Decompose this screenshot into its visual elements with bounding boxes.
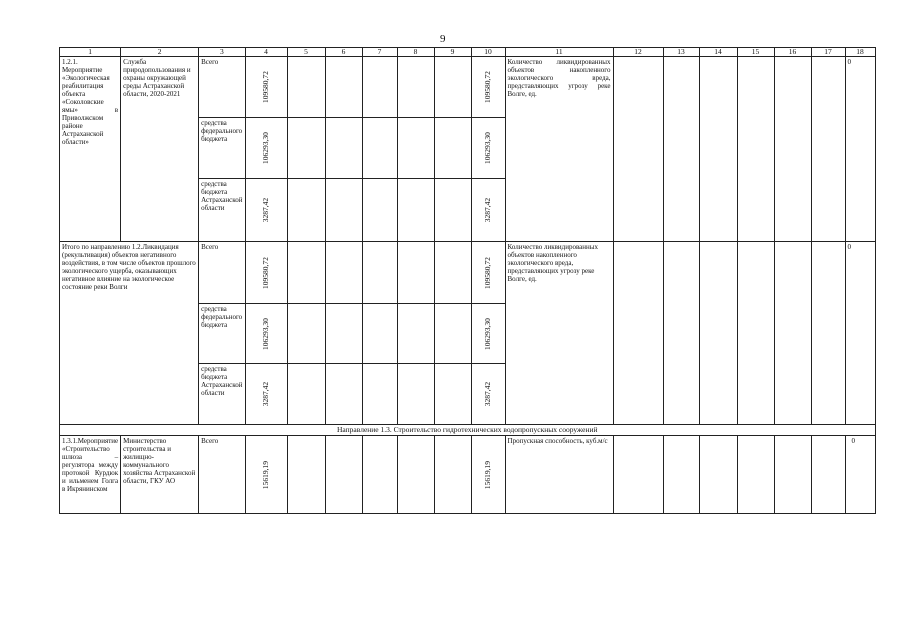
executor: Министерство строительства и жилищно-коммунального хозяйства Астраханской области, ГКУ АО (121, 436, 199, 514)
header-cell: 17 (811, 48, 845, 57)
subtotal-name: Итого по направлению 1.2.Ликвидация (рекультивация) объектов негативного воздействия, в том числе объектов прошлого экологического ущерба, оказывающих негативное влияние на экологическое состояние реки Волги (60, 242, 199, 425)
header-row (60, 48, 876, 57)
amount-col10: 3287,42 (471, 179, 505, 242)
amount-col4: 3287,42 (245, 179, 287, 242)
funding-source: средства бюджета Астраханской области (199, 364, 245, 425)
funding-source: средства федерального бюджета (199, 304, 245, 364)
header-cell: 16 (774, 48, 811, 57)
amount-col4: 109580,72 (245, 242, 287, 304)
funding-source: средства федерального бюджета (199, 118, 245, 179)
table-row (60, 242, 876, 304)
amount-col10: 106293,30 (471, 304, 505, 364)
executor: Служба природопользования и охраны окружающей среды Астраханской области, 2020-2021 (121, 57, 199, 242)
col18-value: 0 (845, 57, 875, 242)
funding-source: Всего (199, 242, 245, 304)
amount-col10: 109580,72 (471, 242, 505, 304)
indicator: Количество ликвидированных объектов накопленного экологического вреда, представляющих угрозу реке Волге, ед. (505, 57, 613, 242)
funding-source: средства бюджета Астраханской области (199, 179, 245, 242)
amount-col10: 109580,72 (471, 57, 505, 118)
amount-col4: 109580,72 (245, 57, 287, 118)
header-cell: 8 (397, 48, 434, 57)
amount-col4: 15619,19 (245, 436, 287, 514)
header-cell: 1 (60, 48, 121, 57)
measure-name: 1.3.1.Мероприятие «Строительство шлюза – регулятора между протокой Курдюк и ильменем Голга в Икрянинском (60, 436, 121, 514)
program-table (59, 47, 876, 514)
indicator: Количество ликвидированных объектов накопленного экологического вреда, представляющих угрозу реке Волге, ед. (505, 242, 613, 425)
header-cell: 14 (699, 48, 737, 57)
header-cell: 3 (199, 48, 245, 57)
page-number: 9 (440, 33, 446, 45)
amount-col4: 106293,30 (245, 118, 287, 179)
header-cell: 2 (121, 48, 199, 57)
header-cell: 4 (245, 48, 287, 57)
funding-source: Всего (199, 57, 245, 118)
header-cell: 9 (434, 48, 471, 57)
table-row (60, 436, 876, 514)
header-cell: 15 (737, 48, 774, 57)
header-cell: 10 (471, 48, 505, 57)
col18-value: 0 (845, 436, 875, 514)
table-row (60, 57, 876, 118)
header-cell: 5 (287, 48, 325, 57)
indicator: Пропускная способность, куб.м/с (505, 436, 613, 514)
amount-col4: 106293,30 (245, 304, 287, 364)
header-cell: 18 (845, 48, 875, 57)
header-cell: 6 (325, 48, 362, 57)
amount-col10: 3287,42 (471, 364, 505, 425)
header-cell: 13 (663, 48, 699, 57)
header-cell: 11 (505, 48, 613, 57)
amount-col10: 106293,30 (471, 118, 505, 179)
funding-source: Всего (199, 436, 245, 514)
amount-col4: 3287,42 (245, 364, 287, 425)
section-banner-row (60, 425, 876, 436)
measure-name: 1.2.1. Мероприятие «Экологическая реабилитация объекта «Соколовские ямы» в Приволжском районе Астраханской области» (60, 57, 121, 242)
section-banner: Направление 1.3. Строительство гидротехнических водопропускных сооружений (60, 425, 876, 436)
amount-col10: 15619,19 (471, 436, 505, 514)
col18-value: 0 (845, 242, 875, 425)
header-cell: 12 (613, 48, 663, 57)
header-cell: 7 (362, 48, 397, 57)
